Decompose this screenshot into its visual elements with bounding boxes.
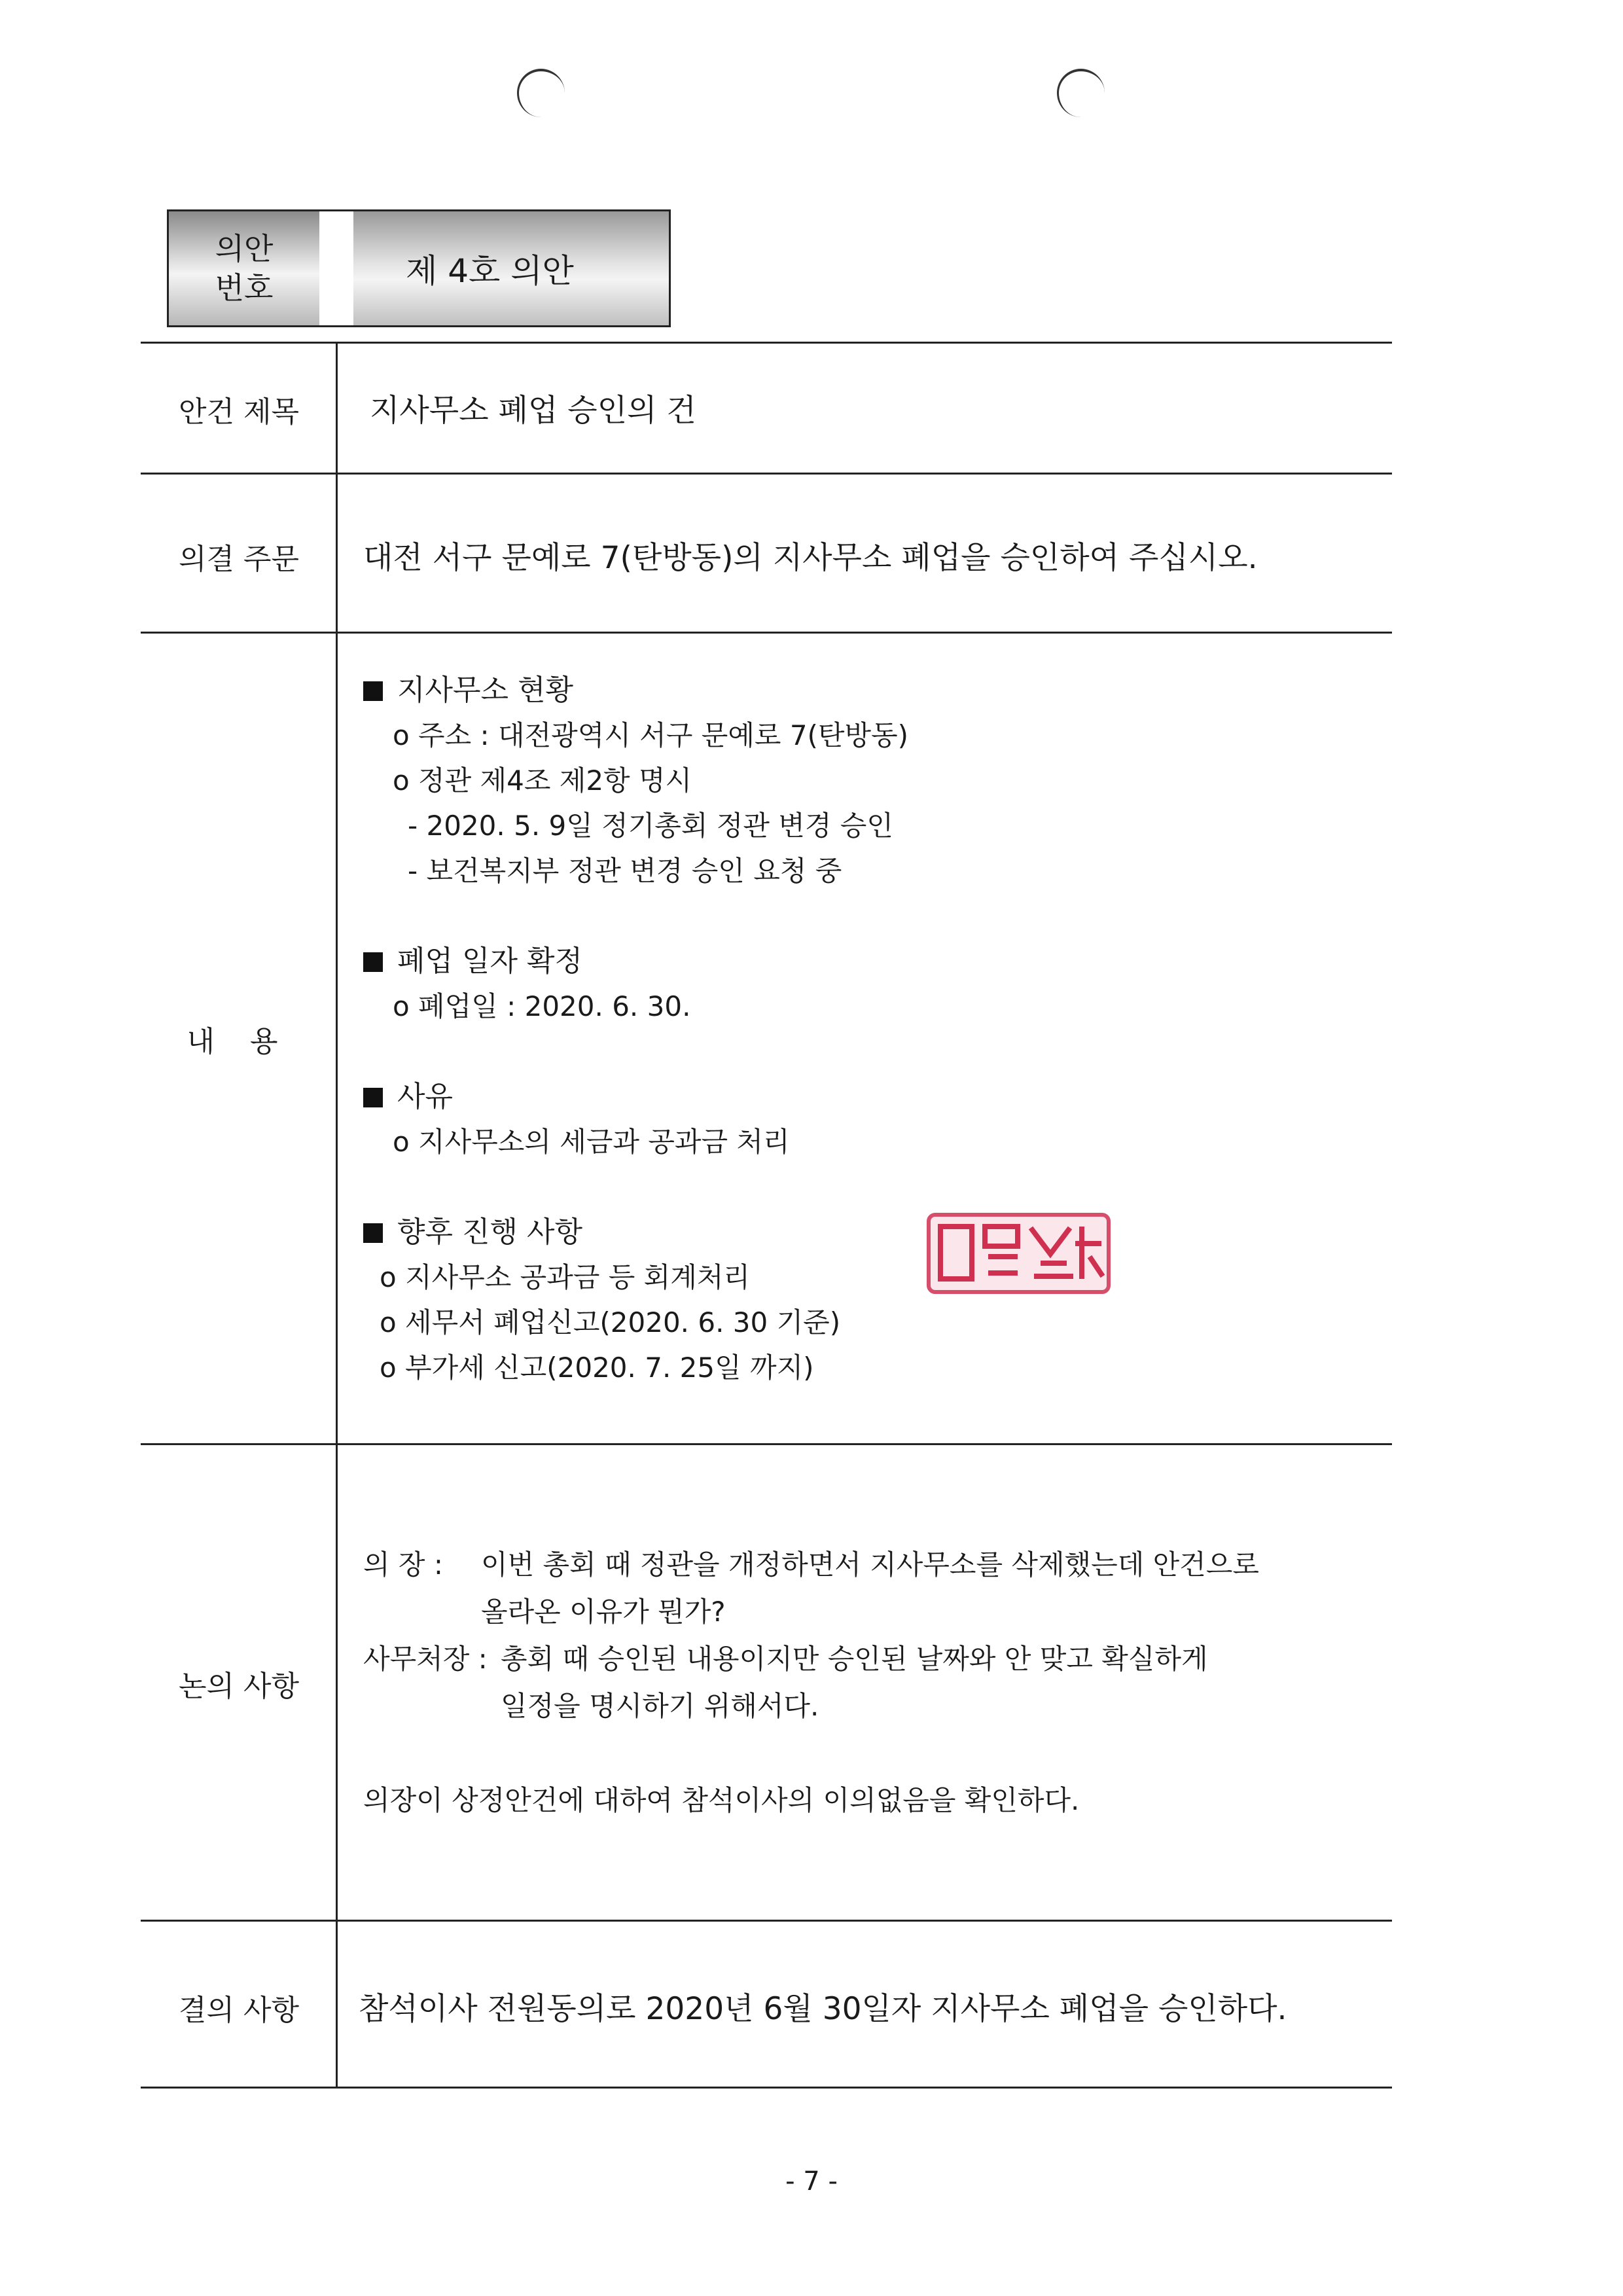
agenda-number-value: 제 4호 의안 bbox=[353, 211, 669, 325]
row-label-discussion: 논의 사항 bbox=[178, 1670, 299, 1703]
row-divider bbox=[141, 1920, 1392, 1922]
row-value-motion: 대전 서구 문예로 7(탄방동)의 지사무소 폐업을 승인하여 주십시오. bbox=[363, 540, 1258, 576]
list-item: o 부가세 신고(2020. 7. 25일 까지) bbox=[380, 1352, 814, 1384]
row-label-title: 안건 제목 bbox=[178, 395, 299, 429]
row-label-motion: 의결 주문 bbox=[178, 543, 299, 576]
speaker-secretary: 사무처장 : bbox=[363, 1643, 488, 1675]
row-divider bbox=[141, 473, 1392, 475]
row-label-resolution: 결의 사항 bbox=[178, 1994, 299, 2027]
square-bullet-icon bbox=[363, 681, 383, 701]
punch-hole-mark-right bbox=[1057, 69, 1105, 117]
sub-item: - 보건복지부 정관 변경 승인 요청 중 bbox=[408, 855, 842, 887]
list-item: o 정관 제4조 제2항 명시 bbox=[393, 764, 692, 797]
list-item: o 세무서 폐업신고(2020. 6. 30 기준) bbox=[380, 1306, 841, 1338]
list-item: o 폐업일 : 2020. 6. 30. bbox=[393, 990, 691, 1022]
row-value-resolution: 참석이사 전원동의로 2020년 6월 30일자 지사무소 폐업을 승인하다. bbox=[359, 1991, 1287, 2027]
row-label-content: 내 용 bbox=[187, 1025, 291, 1058]
red-seal-stamp bbox=[926, 1211, 1113, 1296]
list-item: o 지사무소의 세금과 공과금 처리 bbox=[393, 1126, 790, 1158]
row-value-title: 지사무소 폐업 승인의 건 bbox=[370, 393, 696, 429]
square-bullet-icon bbox=[363, 1223, 383, 1243]
agenda-number-label bbox=[169, 211, 319, 325]
row-divider bbox=[141, 632, 1392, 634]
punch-hole-mark-left bbox=[517, 69, 565, 117]
agenda-label-line1: 의안 bbox=[215, 231, 274, 266]
square-bullet-icon bbox=[363, 1088, 383, 1107]
discussion-text: 일정을 명시하기 위해서다. bbox=[501, 1690, 819, 1722]
speaker-chair: 의 장 : bbox=[363, 1549, 443, 1581]
section-heading: 폐업 일자 확정 bbox=[363, 939, 908, 984]
section-heading: 사유 bbox=[363, 1074, 908, 1119]
discussion-body bbox=[363, 1541, 1259, 1824]
discussion-conclusion: 의장이 상정안건에 대하여 참석이사의 이의없음을 확인하다. bbox=[363, 1784, 1080, 1816]
table-top-border bbox=[141, 342, 1392, 344]
table-bottom-border bbox=[141, 2087, 1392, 2089]
page-number: - 7 - bbox=[785, 2166, 838, 2197]
section-heading: 지사무소 현황 bbox=[363, 668, 908, 713]
content-body bbox=[363, 668, 908, 1390]
label-column-divider bbox=[336, 342, 338, 2087]
sub-item: - 2020. 5. 9일 정기총회 정관 변경 승인 bbox=[408, 810, 893, 842]
discussion-text: 이번 총회 때 정관을 개정하면서 지사무소를 삭제했는데 안건으로 bbox=[481, 1549, 1259, 1581]
discussion-text: 총회 때 승인된 내용이지만 승인된 날짜와 안 맞고 확실하게 bbox=[501, 1643, 1208, 1675]
discussion-text: 올라온 이유가 뭔가? bbox=[481, 1596, 726, 1628]
section-heading: 향후 진행 사항 bbox=[363, 1210, 908, 1255]
agenda-label-line2: 번호 bbox=[215, 270, 274, 306]
row-divider bbox=[141, 1443, 1392, 1445]
list-item: o 지사무소 공과금 등 회계처리 bbox=[380, 1261, 750, 1293]
list-item: o 주소 : 대전광역시 서구 문예로 7(탄방동) bbox=[393, 719, 909, 751]
agenda-number-badge bbox=[167, 209, 671, 327]
square-bullet-icon bbox=[363, 952, 383, 972]
